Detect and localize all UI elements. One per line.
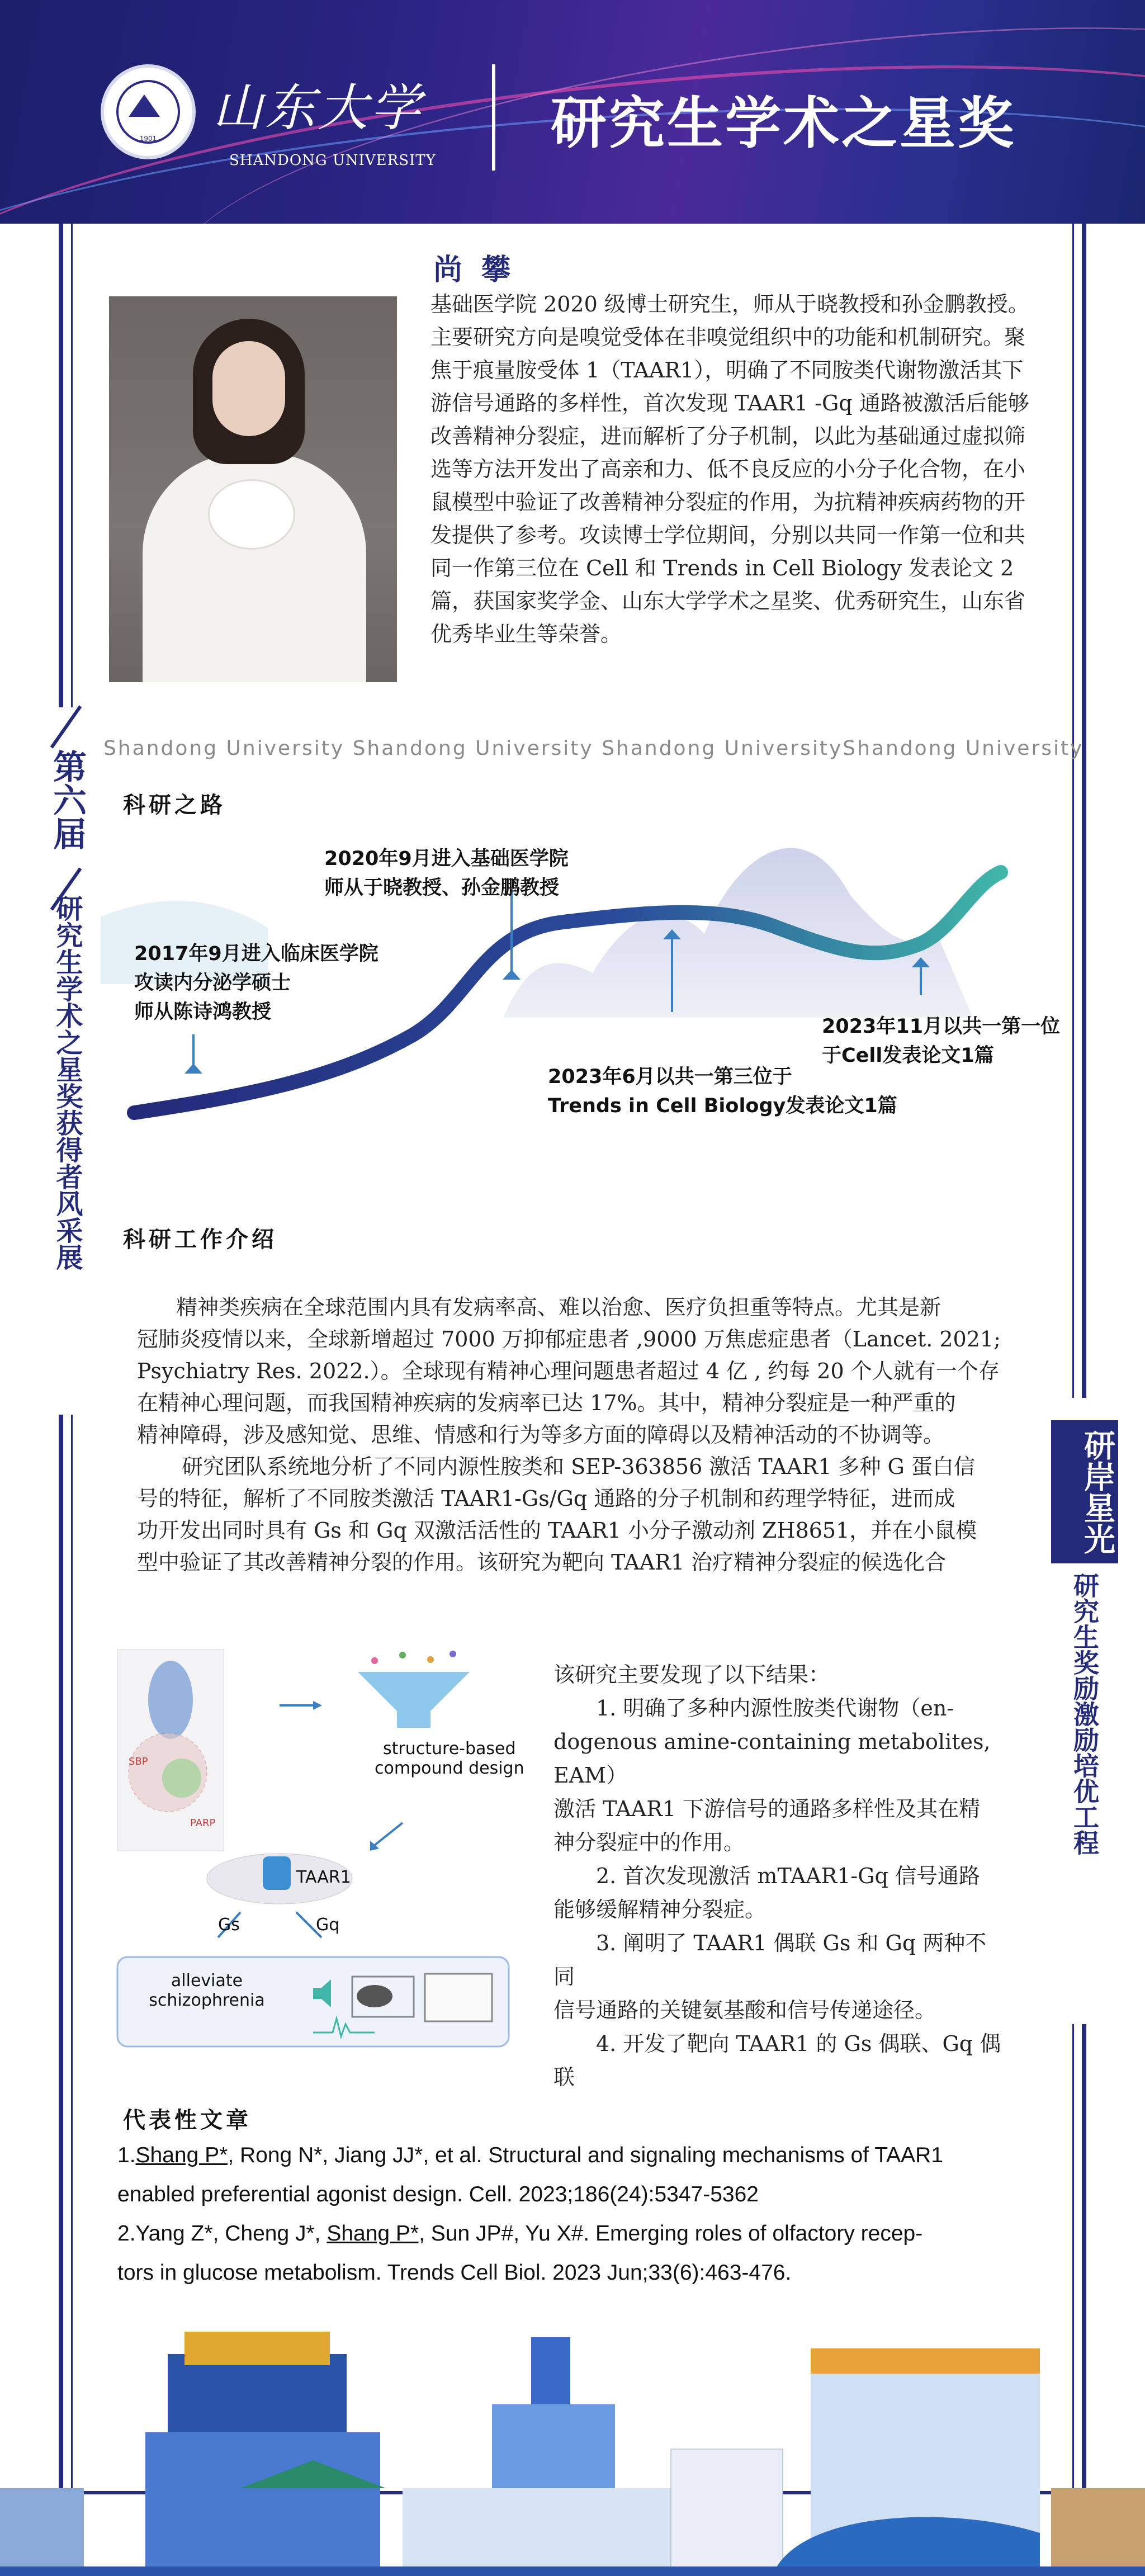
gq-label: Gq bbox=[316, 1915, 340, 1935]
side-label-right bbox=[1051, 1420, 1118, 1855]
arrow-down-left bbox=[375, 1823, 403, 1845]
building bbox=[145, 2432, 380, 2576]
person-name: 尚 攀 bbox=[433, 253, 515, 287]
building bbox=[403, 2488, 693, 2576]
taar1-label: TAAR1 bbox=[296, 1868, 351, 1887]
references-list bbox=[117, 2136, 1045, 2293]
building bbox=[184, 2332, 330, 2365]
milestone-2023-jun: 2023年6月以共一第三位于 Trends in Cell Biology发表论文1篇 bbox=[548, 1066, 897, 1117]
university-script-logo: 山东大学 bbox=[212, 79, 423, 138]
side-caption-right: 研究生奖励激励培优工程 bbox=[1070, 1572, 1100, 1855]
mouse-icon bbox=[357, 1985, 392, 2007]
building bbox=[0, 2488, 84, 2576]
side-boxed-label: 研岸星光 bbox=[1051, 1420, 1118, 1563]
section-title-research-path: 科研之路 bbox=[123, 792, 226, 818]
receptor-structure bbox=[148, 1661, 193, 1739]
reference-1: 1.Shang P*, Rong N*, Jiang JJ*, et al. Structural and signaling mechanisms of TAAR1 bbox=[117, 2143, 944, 2167]
work-paragraph-2: 研究团队系统地分析了不同内源性胺类和 SEP-363856 激活 TAAR1 多种 G 蛋白信 号的特征，解析了不同胺类激活 TAAR1-Gs/Gq 通路的分子机制和药理学特征，进而成 功开发出同时具有 Gs 和 Gq 双激活活性的 TAAR1 小分子激动剂 ZH8651，并在小鼠模 型中验证了其改善精神分裂的作用。该研究为靶向 TAAR1 治疗精神分裂症的候选化合 bbox=[137, 1454, 977, 1575]
frame-left-outer bbox=[59, 224, 63, 707]
frame-right-outer bbox=[1082, 224, 1086, 1398]
ground bbox=[0, 2566, 1145, 2576]
portrait-photo bbox=[109, 296, 397, 682]
university-english-name: SHANDONG UNIVERSITY bbox=[229, 152, 436, 169]
side-label-left bbox=[39, 749, 95, 1270]
molecule-dot bbox=[371, 1657, 378, 1664]
sbp-label: SBP bbox=[129, 1756, 148, 1767]
molecule-dot bbox=[427, 1656, 434, 1663]
university-marquee: Shandong University Shandong University Shandong UniversityShandong University bbox=[103, 737, 1084, 760]
university-seal-logo bbox=[101, 64, 196, 159]
building bbox=[1051, 2488, 1145, 2576]
research-diagram bbox=[112, 1638, 537, 2063]
design-label: structure-based compound design bbox=[375, 1739, 524, 1778]
milestone-marker bbox=[184, 1064, 202, 1074]
banner-divider bbox=[492, 64, 495, 171]
reference-2: 2.Yang Z*, Cheng J*, Shang P*, Sun JP#, Yu X#. Emerging roles of olfactory recep- bbox=[117, 2221, 923, 2246]
campus-skyline bbox=[0, 2320, 1145, 2576]
milestone-marker bbox=[503, 970, 521, 980]
research-timeline bbox=[101, 805, 1061, 1152]
milestone-2017: 2017年9月进入临床医学院 攻读内分泌学硕士 师从陈诗鸿教授 bbox=[134, 943, 378, 1023]
edition-label: 第六届 bbox=[48, 749, 87, 850]
reference-2-line2: tors in glucose metabolism. Trends Cell Biol. 2023 Jun;33(6):463-476. bbox=[117, 2261, 792, 2285]
funnel-icon bbox=[358, 1672, 470, 1728]
section-title-research-work: 科研工作介绍 bbox=[123, 1227, 277, 1252]
mountain-shape bbox=[503, 848, 973, 1018]
campus-illustration bbox=[0, 2320, 1145, 2576]
work-paragraph-1: 精神类疾病在全球范围内具有发病率高、难以治愈、医疗负担重等特点。尤其是新 冠肺炎疫情以来，全球新增超过 7000 万抑郁症患者 ,9000 万焦虑症患者（Lancet. 2021; Psychiatry Res. 2022.）。全球现有精神心理问题患者超过 4 亿 , 约每 20 个人就有一个存 在精神心理问题，而我国精神疾病的发病率已达 17%。其中，精神分裂症是一种严重的 精神障碍，涉及感知觉、思维、情感和行为等多方面的障碍以及精神活动的不协调等。 bbox=[137, 1295, 1001, 1447]
seal-year: 1901 bbox=[139, 135, 157, 143]
milestone-2023-nov: 2023年11月以共一第一位 于Cell发表论文1篇 bbox=[822, 1015, 1061, 1067]
milestone-2020: 2020年9月进入基础医学院 师从于晓教授、孙金鹏教授 bbox=[324, 848, 569, 899]
frame-left-inner bbox=[71, 224, 73, 707]
header-banner bbox=[0, 0, 1145, 224]
taar1-receptor bbox=[263, 1856, 291, 1890]
reference-1-line2: enabled preferential agonist design. Cell. 2023;186(24):5347-5362 bbox=[117, 2182, 759, 2206]
molecule-dot bbox=[399, 1652, 406, 1658]
molecule-dot bbox=[450, 1651, 456, 1657]
page-title: 研究生学术之星奖 bbox=[551, 91, 1016, 156]
sbp-pocket bbox=[162, 1759, 201, 1798]
cage-icon bbox=[425, 1974, 492, 2021]
section-title-references: 代表性文章 bbox=[123, 2107, 252, 2133]
arrow-right bbox=[313, 1701, 322, 1710]
gs-label: Gs bbox=[218, 1915, 240, 1935]
side-caption-left: 研究生学术之星奖获得者风采展 bbox=[51, 895, 83, 1270]
building bbox=[811, 2348, 1040, 2374]
person-bio: 基础医学院 2020 级博士研究生，师从于晓教授和孙金鹏教授。主要研究方向是嗅觉受体在非嗅觉组织中的功能和机制研究。聚焦于痕量胺受体 1（TAAR1），明确了不同胺类代谢物激活其下游信号通路的多样性，首次发现 TAAR1 -Gq 通路被激活后能够改善精神分裂症，进而解析了分子机制，以此为基础通过虚拟筛选等方法开发出了高亲和力、低不良反应的小分子化合物，在小鼠模型中验证了改善精神分裂症的作用，为抗精神疾病药物的开发提供了参考。攻读博士学位期间，分别以共同一作第一位和共同一作第三位在 Cell 和 Trends in Cell Biology 发表论文 2 篇，获国家奖学金、山东大学学术之星奖、优秀研究生，山东省优秀毕业生等荣誉。 bbox=[430, 292, 1029, 646]
side-slash-top bbox=[50, 705, 82, 748]
parp-label: PARP bbox=[190, 1817, 216, 1829]
frame-right-inner bbox=[1072, 224, 1074, 1398]
building bbox=[671, 2449, 783, 2576]
findings-text: 该研究主要发现了以下结果： 1. 明确了多种内源性胺类代谢物（en- dogenous amine-containing metabolites, EAM） 激活 TAAR1 下游信号的通路多样性及其在精 神分裂症中的作用。 2. 首次发现激活 mTAAR1-Gq 信号通路 能够缓解精神分裂症。 3. 阐明了 TAAR1 偶联 Gs 和 Gq 两种不 同 信号通路的关键氨基酸和信号传递途径。 4. 开发了靶向 TAAR1 的 Gs 偶联、Gq 偶 联 bbox=[553, 1662, 1001, 2090]
outcome-label: alleviate schizophrenia bbox=[149, 1971, 265, 2010]
